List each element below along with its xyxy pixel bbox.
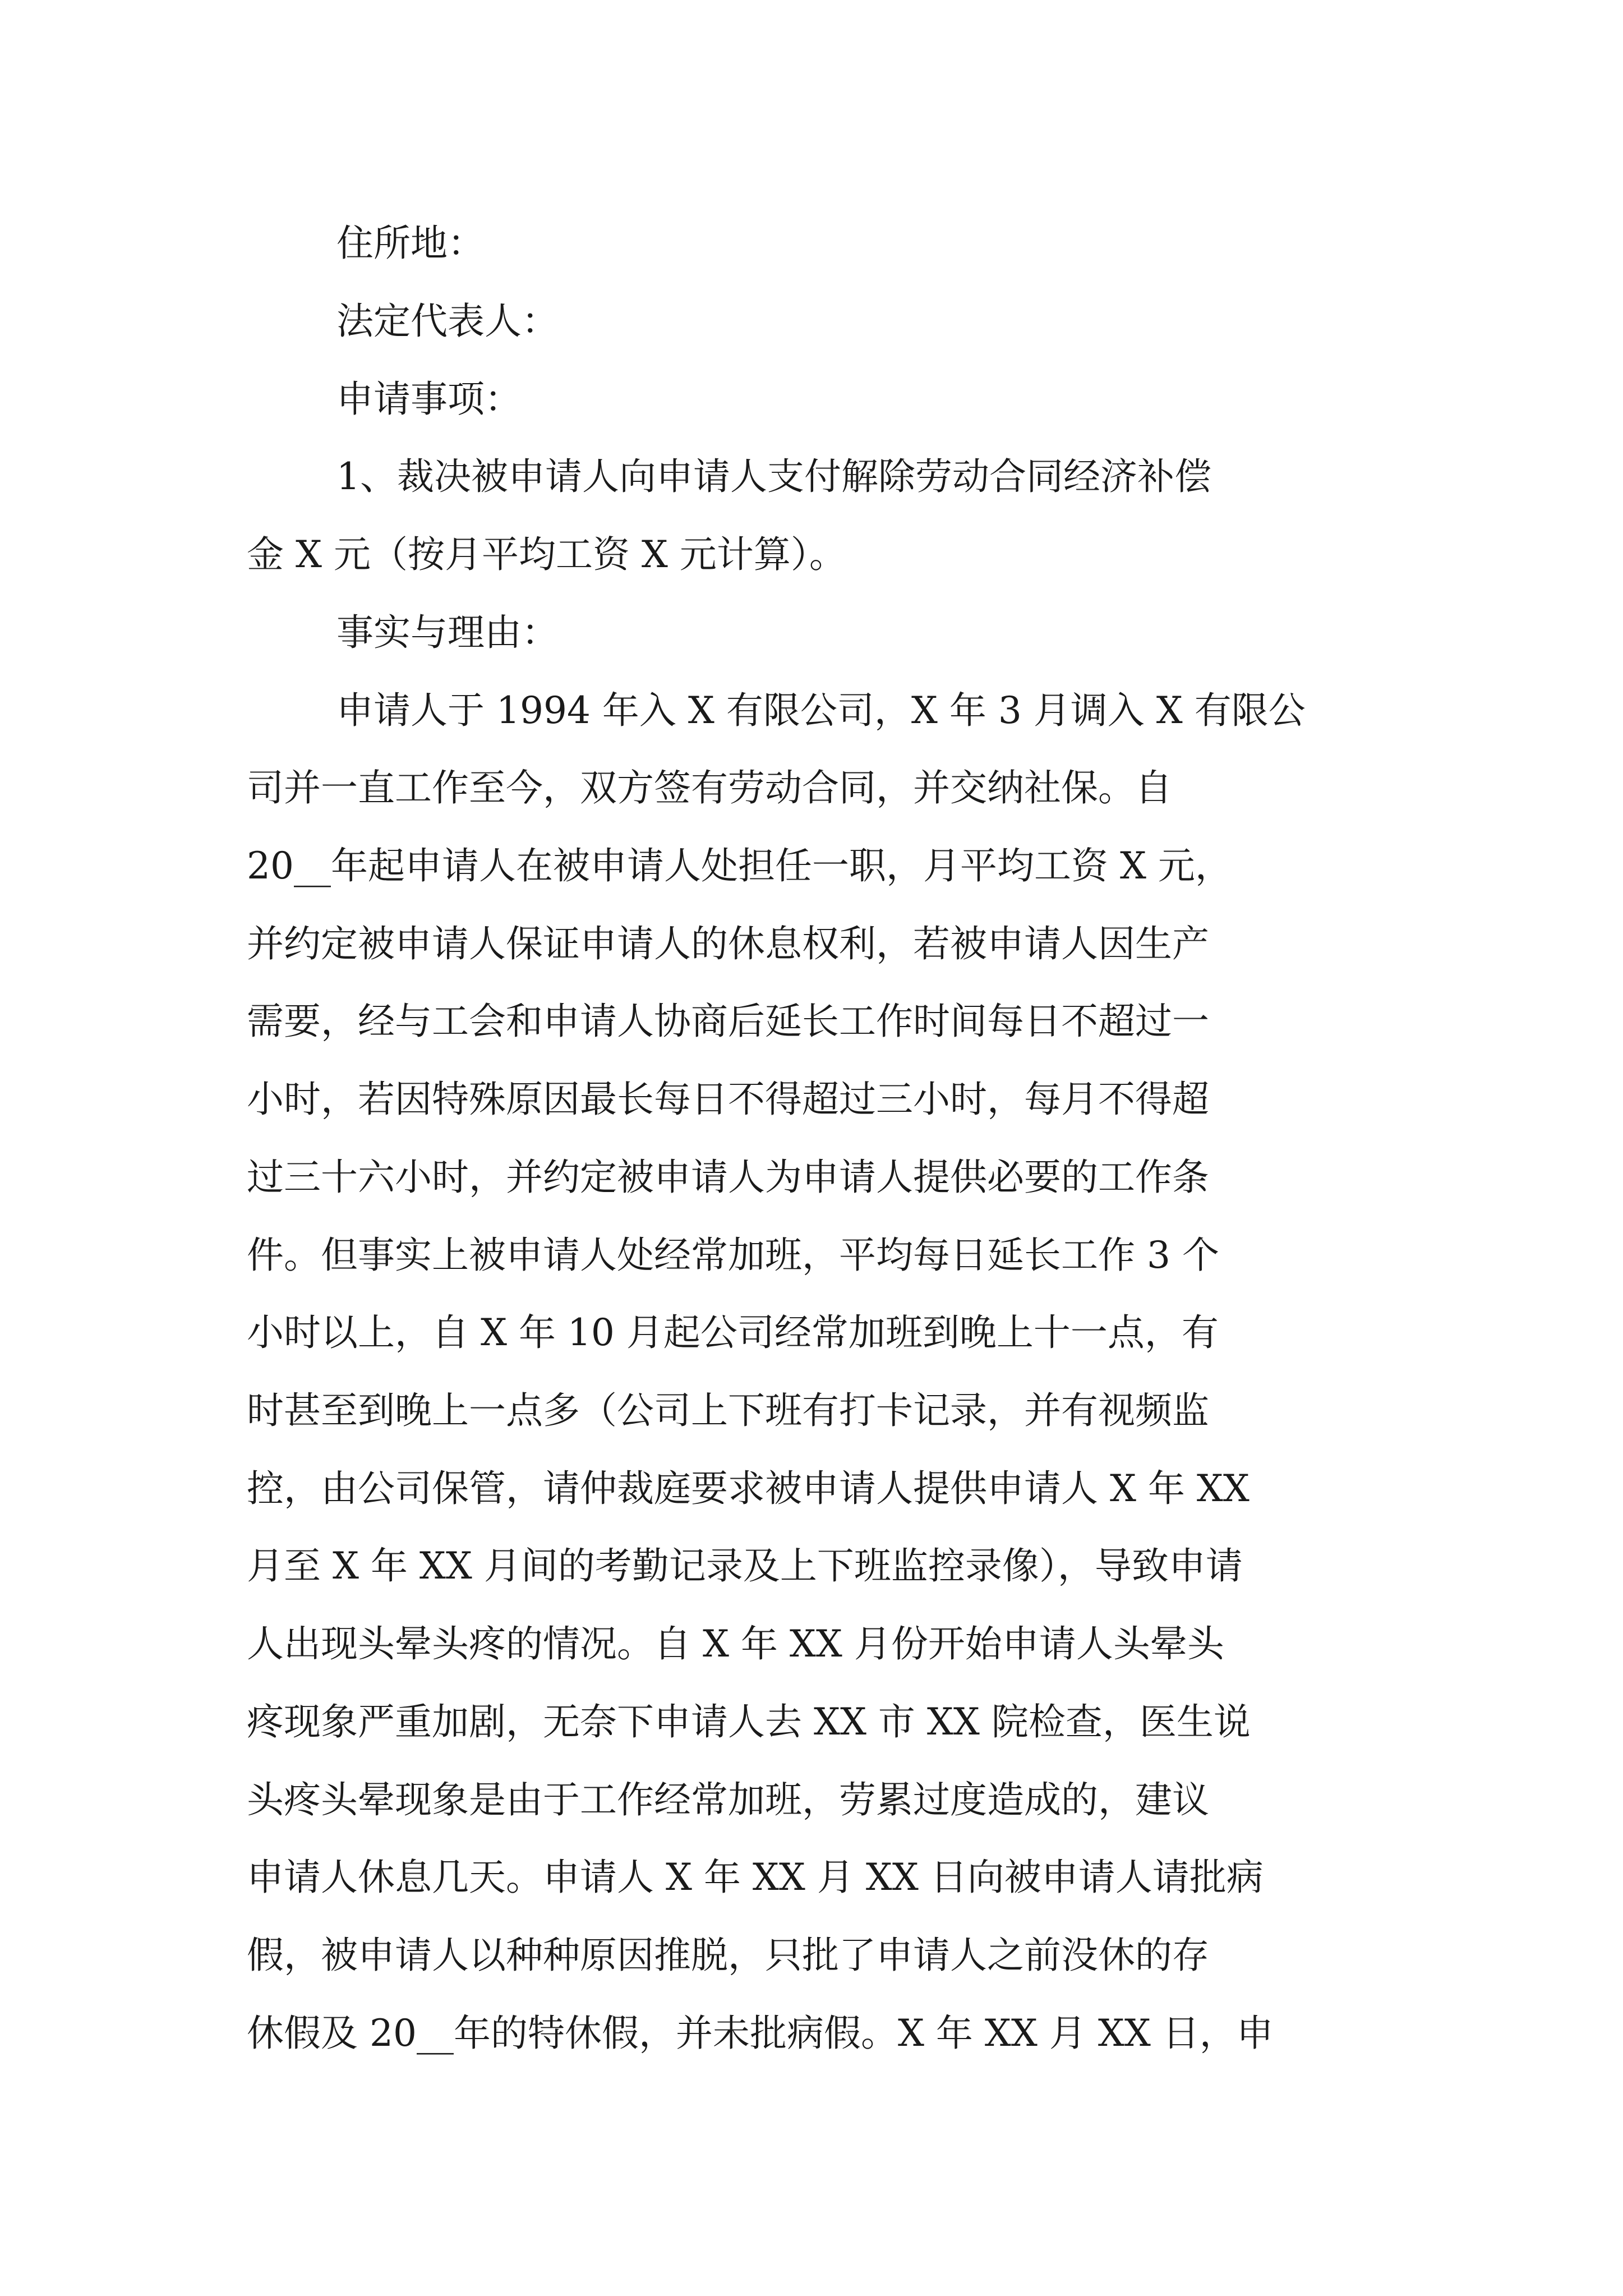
claim-item-1-line-1: 1、裁决被申请人向申请人支付解除劳动合同经济补偿 xyxy=(336,455,1211,498)
body-line-11: 控，由公司保管，请仲裁庭要求被申请人提供申请人 X 年 XX xyxy=(247,1467,1249,1510)
body-line-14: 疼现象严重加剧，无奈下申请人去 XX 市 XX 院检查，医生说 xyxy=(247,1700,1251,1743)
body-line-5: 需要，经与工会和申请人协商后延长工作时间每日不超过一 xyxy=(247,1000,1209,1043)
claim-item-1-line-2: 金 X 元（按月平均工资 X 元计算）。 xyxy=(247,533,846,576)
body-line-1: 申请人于 1994 年入 X 有限公司，X 年 3 月调入 X 有限公 xyxy=(336,689,1306,732)
body-line-10: 时甚至到晚上一点多（公司上下班有打卡记录，并有视频监 xyxy=(247,1389,1209,1432)
legal-representative-label: 法定代表人： xyxy=(336,300,559,343)
body-line-17: 假，被申请人以种种原因推脱，只批了申请人之前没休的存 xyxy=(247,1934,1209,1977)
body-line-4: 并约定被申请人保证申请人的休息权利，若被申请人因生产 xyxy=(247,922,1209,965)
body-line-7: 过三十六小时，并约定被申请人为申请人提供必要的工作条 xyxy=(247,1156,1209,1199)
body-line-2: 司并一直工作至今，双方签有劳动合同，并交纳社保。自 xyxy=(247,766,1172,809)
body-line-3: 20__年起申请人在被申请人处担任一职，月平均工资 X 元， xyxy=(247,844,1232,887)
body-line-15: 头疼头晕现象是由于工作经常加班，劳累过度造成的，建议 xyxy=(247,1778,1209,1821)
body-line-13: 人出现头晕头疼的情况。自 X 年 XX 月份开始申请人头晕头 xyxy=(247,1622,1224,1665)
body-line-6: 小时，若因特殊原因最长每日不得超过三小时，每月不得超 xyxy=(247,1078,1209,1121)
body-line-12: 月至 X 年 XX 月间的考勤记录及上下班监控录像），导致申请 xyxy=(247,1544,1243,1588)
body-line-16: 申请人休息几天。申请人 X 年 XX 月 XX 日向被申请人请批病 xyxy=(247,1856,1264,1899)
body-line-8: 件。但事实上被申请人处经常加班，平均每日延长工作 3 个 xyxy=(247,1234,1219,1277)
claims-heading: 申请事项： xyxy=(336,378,522,421)
residence-label: 住所地： xyxy=(336,222,485,265)
body-line-9: 小时以上，自 X 年 10 月起公司经常加班到晚上十一点，有 xyxy=(247,1311,1219,1354)
body-line-18: 休假及 20__年的特休假，并未批病假。X 年 XX 月 XX 日，申 xyxy=(247,2012,1274,2055)
facts-reasons-heading: 事实与理由： xyxy=(336,611,559,654)
